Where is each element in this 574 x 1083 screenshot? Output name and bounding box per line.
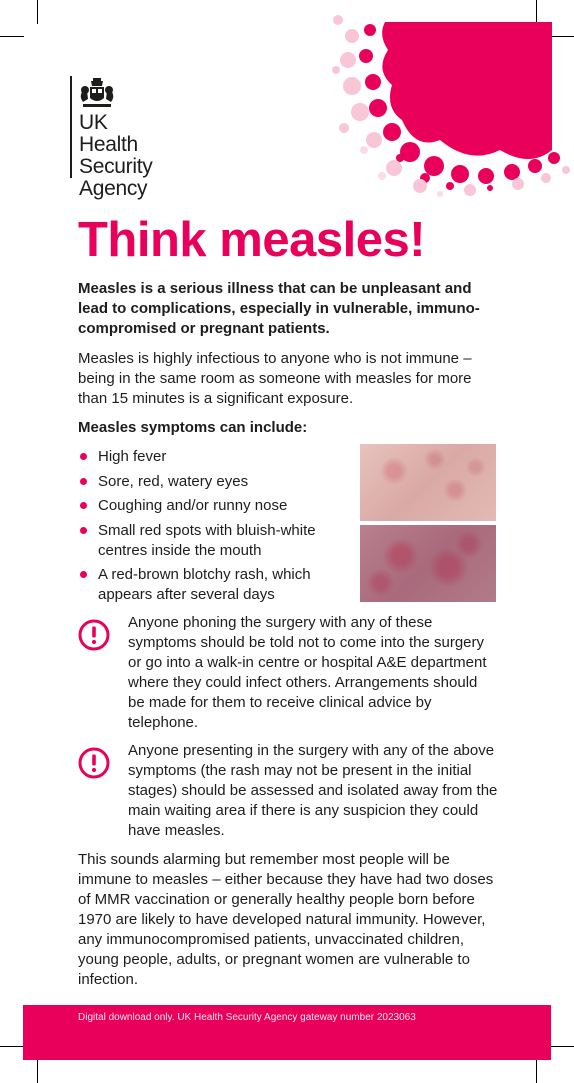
crop-mark — [550, 1046, 574, 1047]
closing-paragraph: This sounds alarming but remember most people will be immune to measles – either because they have had two doses of MMR vaccination or generally healthy people born before 1970 are likely to have developed natural immunity. However, any immunocompromised patients, unvaccinated children, young people, adults, or pregnant women are vulnerable to infection. — [78, 851, 494, 988]
warning-text: Anyone presenting in the surgery with any of the above symptoms (the rash may not be present in the initial stages) should be assessed and isolated away from the main waiting area if there is any suspicion they could have measles. — [128, 742, 498, 839]
crop-mark — [536, 1059, 537, 1083]
measles-rash-photo — [360, 444, 496, 521]
logo-wordmark: UK Health Security Agency — [79, 111, 153, 200]
crop-mark — [0, 1046, 24, 1047]
list-item: Small red spots with bluish-white centres inside the mouth — [78, 521, 343, 561]
logo-divider — [70, 76, 72, 178]
footer-bar — [23, 1005, 551, 1060]
measles-rash-closeup-photo — [360, 525, 496, 602]
list-item: Coughing and/or runny nose — [78, 496, 343, 516]
list-item: Sore, red, watery eyes — [78, 472, 343, 492]
exclamation-icon — [78, 619, 110, 651]
lead-paragraph: Measles is a serious illness that can be unpleasant and lead to complications, especially in vulnerable, immuno-compromised or pregnant patients. — [78, 280, 480, 337]
symptoms-heading: Measles symptoms can include: — [78, 419, 308, 436]
symptoms-list — [78, 447, 343, 610]
crop-mark — [37, 0, 38, 24]
crop-mark — [37, 1059, 38, 1083]
list-item: High fever — [78, 447, 343, 467]
footer-text: Digital download only. UK Health Security Agency gateway number 2023063 — [78, 1012, 416, 1023]
intro-paragraph: Measles is highly infectious to anyone who is not immune – being in the same room as someone with measles for more than 15 minutes is a significant exposure. — [78, 350, 472, 407]
decorative-dot-cluster — [330, 0, 574, 200]
list-item: A red-brown blotchy rash, which appears after several days — [78, 565, 343, 605]
royal-coat-of-arms-icon — [78, 76, 116, 110]
exclamation-icon — [78, 747, 110, 779]
crop-mark — [0, 36, 24, 37]
warning-text: Anyone phoning the surgery with any of these symptoms should be told not to come into the surgery or go into a walk-in centre or hospital A&E department where they could infect others. Arrangements should be made for them to receive clinical advice by telephone. — [128, 614, 487, 731]
page-title: Think measles! — [78, 213, 426, 267]
